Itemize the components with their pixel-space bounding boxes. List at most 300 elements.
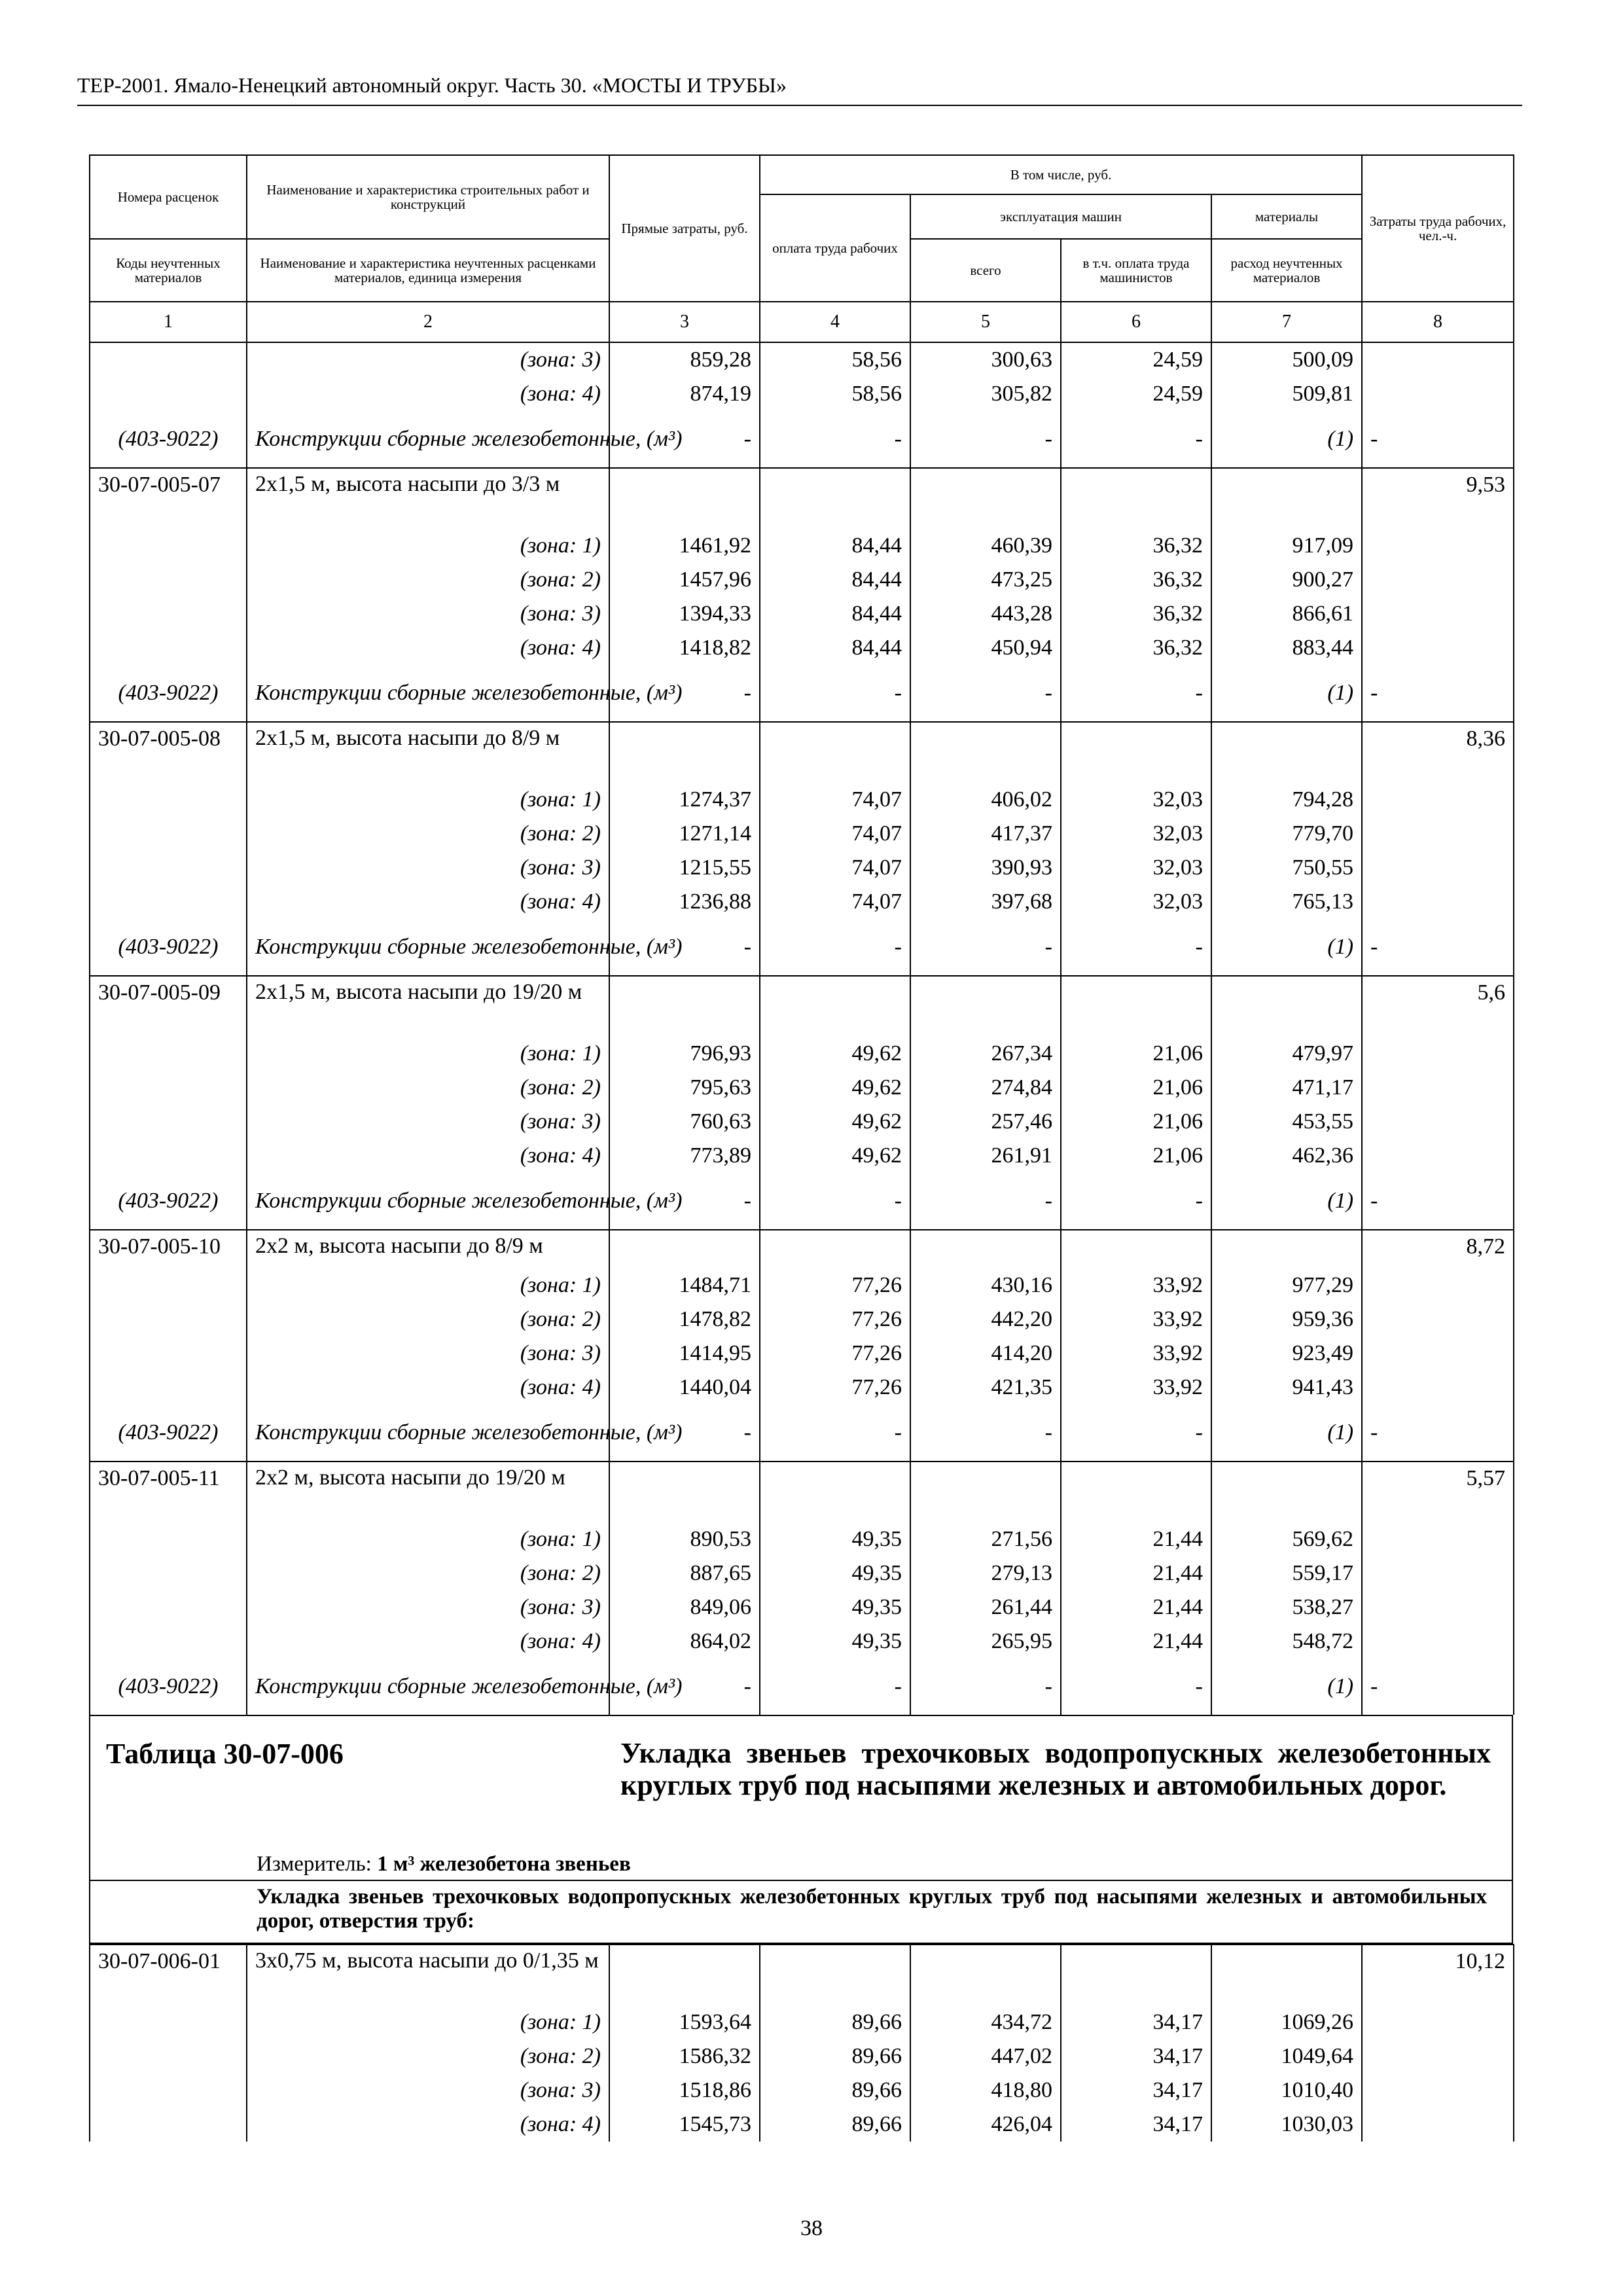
materials-value: 509,81 — [1211, 377, 1362, 411]
machines-total-value: 300,63 — [910, 342, 1061, 377]
zone-label: (зона: 1) — [247, 529, 609, 563]
labor-empty-cell — [1362, 817, 1514, 851]
material-code: (403-9022) — [90, 1659, 247, 1715]
direct-costs-value: 1414,95 — [609, 1336, 760, 1371]
zone-label: (зона: 3) — [247, 1590, 609, 1624]
machines-total-value: 257,46 — [910, 1105, 1061, 1139]
operator-pay-value: 33,92 — [1061, 1336, 1211, 1371]
materials-value: 1069,26 — [1211, 2005, 1362, 2039]
zone-row-code-cell — [90, 2039, 247, 2073]
labor-empty-cell — [1362, 1268, 1514, 1302]
material-description: Конструкции сборные железобетонные, (м³) — [247, 919, 609, 976]
zone-label: (зона: 3) — [247, 597, 609, 631]
direct-costs-value: 1484,71 — [609, 1268, 760, 1302]
machines-total-value: 274,84 — [910, 1071, 1061, 1105]
materials-value: 500,09 — [1211, 342, 1362, 377]
material-row — [90, 411, 1514, 468]
labor-empty-cell — [1362, 2039, 1514, 2073]
direct-costs-value: 1478,82 — [609, 1302, 760, 1336]
worker-pay-value: 77,26 — [760, 1336, 910, 1371]
worker-pay-value: 89,66 — [760, 2073, 910, 2108]
operator-pay-value: 21,44 — [1061, 1556, 1211, 1590]
zone-row-code-cell — [90, 1268, 247, 1302]
worker-pay-value: 74,07 — [760, 851, 910, 885]
zone-row-code-cell — [90, 342, 247, 377]
material-operator-dash: - — [1061, 919, 1211, 976]
material-machines-dash: - — [910, 665, 1061, 722]
material-description: Конструкции сборные железобетонные, (м³) — [247, 1173, 609, 1230]
direct-costs-value: 795,63 — [609, 1071, 760, 1105]
page-number: 38 — [800, 2216, 823, 2240]
labor-empty-cell — [1362, 1371, 1514, 1405]
zone-label: (зона: 1) — [247, 2005, 609, 2039]
operator-pay-value: 32,03 — [1061, 851, 1211, 885]
rates-table — [89, 154, 1514, 1715]
operator-pay-value: 33,92 — [1061, 1371, 1211, 1405]
labor-empty-cell — [1362, 1037, 1514, 1071]
zone-row-code-cell — [90, 783, 247, 817]
worker-pay-value: 77,26 — [760, 1371, 910, 1405]
zone-row-code-cell — [90, 597, 247, 631]
material-quantity: (1) — [1211, 1659, 1362, 1715]
material-machines-dash: - — [910, 1659, 1061, 1715]
machines-total-value: 460,39 — [910, 529, 1061, 563]
machines-total-value: 430,16 — [910, 1268, 1061, 1302]
material-quantity: (1) — [1211, 919, 1362, 976]
zone-row-code-cell — [90, 1590, 247, 1624]
materials-value: 538,27 — [1211, 1590, 1362, 1624]
labor-cost-value: 5,6 — [1362, 976, 1514, 1037]
operator-pay-value: 33,92 — [1061, 1302, 1211, 1336]
direct-costs-value: 849,06 — [609, 1590, 760, 1624]
zone-row-code-cell — [90, 1624, 247, 1659]
material-operator-dash: - — [1061, 1173, 1211, 1230]
worker-pay-value: 84,44 — [760, 631, 910, 665]
zone-row — [90, 1590, 1514, 1624]
worker-pay-value: 49,62 — [760, 1139, 910, 1173]
zone-row-code-cell — [90, 1139, 247, 1173]
zone-row — [90, 1071, 1514, 1105]
operator-pay-value: 34,17 — [1061, 2108, 1211, 2142]
direct-costs-value: 796,93 — [609, 1037, 760, 1071]
direct-costs-value: 890,53 — [609, 1522, 760, 1556]
material-direct-dash: - — [609, 1405, 760, 1462]
material-row — [90, 665, 1514, 722]
zone-row — [90, 1105, 1514, 1139]
operator-pay-value: 34,17 — [1061, 2005, 1211, 2039]
col-num-8: 8 — [1362, 302, 1514, 342]
materials-value: 866,61 — [1211, 597, 1362, 631]
direct-costs-value: 874,19 — [609, 377, 760, 411]
material-code: (403-9022) — [90, 1405, 247, 1462]
material-labor-dash: - — [1362, 919, 1514, 976]
worker-pay-value: 74,07 — [760, 885, 910, 919]
direct-costs-value: 1545,73 — [609, 2108, 760, 2142]
empty-cell — [609, 976, 760, 1037]
zone-label: (зона: 2) — [247, 1302, 609, 1336]
empty-cell — [1061, 976, 1211, 1037]
labor-empty-cell — [1362, 2108, 1514, 2142]
machines-total-value: 271,56 — [910, 1522, 1061, 1556]
operator-pay-value: 21,06 — [1061, 1071, 1211, 1105]
worker-pay-value: 58,56 — [760, 377, 910, 411]
zone-label: (зона: 2) — [247, 563, 609, 597]
table-30-07-006-title-block — [89, 1715, 1513, 1880]
zone-label: (зона: 3) — [247, 851, 609, 885]
empty-cell — [760, 468, 910, 529]
material-worker-dash: - — [760, 919, 910, 976]
zone-row-code-cell — [90, 1302, 247, 1336]
machines-total-value: 414,20 — [910, 1336, 1061, 1371]
machines-total-value: 443,28 — [910, 597, 1061, 631]
machines-total-value: 406,02 — [910, 783, 1061, 817]
material-labor-dash: - — [1362, 1405, 1514, 1462]
col-header-unaccounted-materials: расход неучтенных материалов — [1211, 239, 1362, 302]
labor-empty-cell — [1362, 2005, 1514, 2039]
material-direct-dash: - — [609, 1173, 760, 1230]
col-num-6: 6 — [1061, 302, 1211, 342]
zone-row-code-cell — [90, 817, 247, 851]
zone-row-code-cell — [90, 563, 247, 597]
material-code: (403-9022) — [90, 665, 247, 722]
empty-cell — [910, 976, 1061, 1037]
materials-value: 548,72 — [1211, 1624, 1362, 1659]
zone-label: (зона: 4) — [247, 2108, 609, 2142]
machines-total-value: 397,68 — [910, 885, 1061, 919]
rate-title-row — [90, 1945, 1514, 2005]
machines-total-value: 426,04 — [910, 2108, 1061, 2142]
empty-cell — [1061, 1945, 1211, 2005]
zone-label: (зона: 2) — [247, 1556, 609, 1590]
zone-row-code-cell — [90, 631, 247, 665]
materials-value: 765,13 — [1211, 885, 1362, 919]
worker-pay-value: 84,44 — [760, 529, 910, 563]
labor-empty-cell — [1362, 597, 1514, 631]
direct-costs-value: 1274,37 — [609, 783, 760, 817]
labor-empty-cell — [1362, 851, 1514, 885]
worker-pay-value: 58,56 — [760, 342, 910, 377]
worker-pay-value: 89,66 — [760, 2005, 910, 2039]
section-description — [89, 1880, 1513, 1944]
worker-pay-value: 49,35 — [760, 1624, 910, 1659]
labor-empty-cell — [1362, 1105, 1514, 1139]
zone-label: (зона: 4) — [247, 1624, 609, 1659]
rate-code: 30-07-005-11 — [90, 1462, 247, 1522]
labor-empty-cell — [1362, 1590, 1514, 1624]
material-operator-dash: - — [1061, 1659, 1211, 1715]
empty-cell — [1211, 1945, 1362, 2005]
material-quantity: (1) — [1211, 411, 1362, 468]
empty-cell — [910, 722, 1061, 783]
worker-pay-value: 49,35 — [760, 1556, 910, 1590]
material-operator-dash: - — [1061, 665, 1211, 722]
empty-cell — [1211, 1230, 1362, 1268]
material-code: (403-9022) — [90, 919, 247, 976]
rate-description: 2х1,5 м, высота насыпи до 3/3 м — [247, 468, 609, 529]
operator-pay-value: 34,17 — [1061, 2073, 1211, 2108]
worker-pay-value: 89,66 — [760, 2039, 910, 2073]
col-num-5: 5 — [910, 302, 1061, 342]
labor-empty-cell — [1362, 783, 1514, 817]
direct-costs-value: 1457,96 — [609, 563, 760, 597]
material-worker-dash: - — [760, 1659, 910, 1715]
machines-total-value: 261,44 — [910, 1590, 1061, 1624]
operator-pay-value: 21,44 — [1061, 1522, 1211, 1556]
zone-label: (зона: 2) — [247, 2039, 609, 2073]
material-labor-dash: - — [1362, 1173, 1514, 1230]
zone-row-code-cell — [90, 2005, 247, 2039]
labor-empty-cell — [1362, 1302, 1514, 1336]
material-machines-dash: - — [910, 1405, 1061, 1462]
labor-empty-cell — [1362, 1336, 1514, 1371]
zone-label: (зона: 4) — [247, 1139, 609, 1173]
zone-row — [90, 1302, 1514, 1336]
direct-costs-value: 1586,32 — [609, 2039, 760, 2073]
col-header-worker-pay: оплата труда рабочих — [760, 194, 910, 302]
operator-pay-value: 36,32 — [1061, 597, 1211, 631]
zone-row — [90, 1139, 1514, 1173]
zone-label: (зона: 2) — [247, 817, 609, 851]
material-direct-dash: - — [609, 919, 760, 976]
col-header-materials: материалы — [1211, 194, 1362, 239]
material-worker-dash: - — [760, 665, 910, 722]
rate-title-row — [90, 722, 1514, 783]
worker-pay-value: 49,35 — [760, 1522, 910, 1556]
zone-row-code-cell — [90, 2108, 247, 2142]
operator-pay-value: 36,32 — [1061, 529, 1211, 563]
zone-row-code-cell — [90, 1556, 247, 1590]
col-header-direct-costs: Прямые затраты, руб. — [609, 155, 760, 302]
empty-cell — [1061, 1462, 1211, 1522]
empty-cell — [760, 1462, 910, 1522]
machines-total-value: 434,72 — [910, 2005, 1061, 2039]
empty-cell — [609, 722, 760, 783]
zone-label: (зона: 1) — [247, 1522, 609, 1556]
zone-row — [90, 377, 1514, 411]
labor-empty-cell — [1362, 377, 1514, 411]
zone-row-code-cell — [90, 2073, 247, 2108]
empty-cell — [760, 1230, 910, 1268]
rates-table-block — [89, 154, 1513, 2142]
materials-value: 1030,03 — [1211, 2108, 1362, 2142]
machines-total-value: 473,25 — [910, 563, 1061, 597]
material-labor-dash: - — [1362, 665, 1514, 722]
empty-cell — [910, 1462, 1061, 1522]
col-header-operator-pay: в т.ч. оплата труда машинистов — [1061, 239, 1211, 302]
direct-costs-value: 760,63 — [609, 1105, 760, 1139]
rate-code: 30-07-006-01 — [90, 1945, 247, 2005]
empty-cell — [910, 1945, 1061, 2005]
rate-code: 30-07-005-07 — [90, 468, 247, 529]
material-worker-dash: - — [760, 1173, 910, 1230]
zone-row-code-cell — [90, 377, 247, 411]
operator-pay-value: 21,06 — [1061, 1139, 1211, 1173]
zone-row-code-cell — [90, 1336, 247, 1371]
zone-row — [90, 1556, 1514, 1590]
material-description: Конструкции сборные железобетонные, (м³) — [247, 665, 609, 722]
materials-value: 750,55 — [1211, 851, 1362, 885]
zone-row — [90, 817, 1514, 851]
labor-cost-value: 8,72 — [1362, 1230, 1514, 1268]
col-header-material-codes: Коды неучтенных материалов — [90, 239, 247, 302]
machines-total-value: 417,37 — [910, 817, 1061, 851]
col-num-2: 2 — [247, 302, 609, 342]
materials-value: 559,17 — [1211, 1556, 1362, 1590]
labor-empty-cell — [1362, 885, 1514, 919]
material-direct-dash: - — [609, 665, 760, 722]
empty-cell — [1061, 468, 1211, 529]
operator-pay-value: 21,06 — [1061, 1105, 1211, 1139]
materials-value: 453,55 — [1211, 1105, 1362, 1139]
direct-costs-value: 887,65 — [609, 1556, 760, 1590]
empty-cell — [760, 976, 910, 1037]
zone-label: (зона: 2) — [247, 1071, 609, 1105]
empty-cell — [609, 1230, 760, 1268]
labor-cost-value: 10,12 — [1362, 1945, 1514, 2005]
material-labor-dash: - — [1362, 411, 1514, 468]
rate-title-row — [90, 468, 1514, 529]
zone-row — [90, 597, 1514, 631]
empty-cell — [1061, 1230, 1211, 1268]
zone-label: (зона: 3) — [247, 1105, 609, 1139]
zone-label: (зона: 1) — [247, 783, 609, 817]
zone-row — [90, 2073, 1514, 2108]
col-header-work-name: Наименование и характеристика строительных работ и конструкций — [247, 155, 609, 239]
zone-row — [90, 2039, 1514, 2073]
labor-empty-cell — [1362, 1139, 1514, 1173]
rate-description: 2х1,5 м, высота насыпи до 19/20 м — [247, 976, 609, 1037]
worker-pay-value: 49,62 — [760, 1105, 910, 1139]
zone-row — [90, 529, 1514, 563]
material-labor-dash: - — [1362, 1659, 1514, 1715]
material-direct-dash: - — [609, 1659, 760, 1715]
materials-value: 779,70 — [1211, 817, 1362, 851]
empty-cell — [1211, 1462, 1362, 1522]
empty-cell — [760, 722, 910, 783]
machines-total-value: 267,34 — [910, 1037, 1061, 1071]
zone-row — [90, 1268, 1514, 1302]
worker-pay-value: 49,62 — [760, 1037, 910, 1071]
material-operator-dash: - — [1061, 411, 1211, 468]
zone-row-code-cell — [90, 885, 247, 919]
rates-table-2 — [89, 1944, 1514, 2142]
meter-label: Измеритель: — [257, 1852, 372, 1876]
operator-pay-value: 21,44 — [1061, 1624, 1211, 1659]
operator-pay-value: 34,17 — [1061, 2039, 1211, 2073]
direct-costs-value: 1593,64 — [609, 2005, 760, 2039]
table-meter — [257, 1852, 631, 1876]
col-header-rate-numbers: Номера расценок — [90, 155, 247, 239]
machines-total-value: 390,93 — [910, 851, 1061, 885]
direct-costs-value: 1461,92 — [609, 529, 760, 563]
materials-value: 917,09 — [1211, 529, 1362, 563]
zone-row-code-cell — [90, 529, 247, 563]
worker-pay-value: 89,66 — [760, 2108, 910, 2142]
materials-value: 959,36 — [1211, 1302, 1362, 1336]
machines-total-value: 421,35 — [910, 1371, 1061, 1405]
operator-pay-value: 32,03 — [1061, 885, 1211, 919]
col-header-material-names: Наименование и характеристика неучтенных расценками материалов, единица измерения — [247, 239, 609, 302]
col-header-labor: Затраты труда рабочих, чел.-ч. — [1362, 155, 1514, 302]
zone-row — [90, 2108, 1514, 2142]
labor-empty-cell — [1362, 1071, 1514, 1105]
labor-cost-value: 9,53 — [1362, 468, 1514, 529]
materials-value: 794,28 — [1211, 783, 1362, 817]
materials-value: 1010,40 — [1211, 2073, 1362, 2108]
zone-row-code-cell — [90, 1105, 247, 1139]
labor-empty-cell — [1362, 563, 1514, 597]
empty-cell — [1061, 722, 1211, 783]
operator-pay-value: 32,03 — [1061, 817, 1211, 851]
operator-pay-value: 21,06 — [1061, 1037, 1211, 1071]
labor-cost-value: 5,57 — [1362, 1462, 1514, 1522]
zone-label: (зона: 3) — [247, 342, 609, 377]
header-rule — [77, 105, 1522, 106]
empty-cell — [609, 1945, 760, 2005]
material-code: (403-9022) — [90, 411, 247, 468]
machines-total-value: 442,20 — [910, 1302, 1061, 1336]
labor-empty-cell — [1362, 529, 1514, 563]
rate-code: 30-07-005-09 — [90, 976, 247, 1037]
worker-pay-value: 74,07 — [760, 783, 910, 817]
zone-label: (зона: 4) — [247, 631, 609, 665]
col-header-machines: эксплуатация машин — [910, 194, 1211, 239]
zone-row — [90, 342, 1514, 377]
zone-row — [90, 1037, 1514, 1071]
machines-total-value: 305,82 — [910, 377, 1061, 411]
direct-costs-value: 864,02 — [609, 1624, 760, 1659]
zone-row-code-cell — [90, 851, 247, 885]
direct-costs-value: 1518,86 — [609, 2073, 760, 2108]
zone-row — [90, 783, 1514, 817]
labor-empty-cell — [1362, 631, 1514, 665]
zone-row — [90, 1624, 1514, 1659]
zone-row-code-cell — [90, 1522, 247, 1556]
zone-row — [90, 563, 1514, 597]
empty-cell — [1211, 976, 1362, 1037]
machines-total-value: 279,13 — [910, 1556, 1061, 1590]
labor-empty-cell — [1362, 1624, 1514, 1659]
materials-value: 479,97 — [1211, 1037, 1362, 1071]
zone-row — [90, 2005, 1514, 2039]
zone-row — [90, 631, 1514, 665]
col-num-1: 1 — [90, 302, 247, 342]
operator-pay-value: 24,59 — [1061, 342, 1211, 377]
worker-pay-value: 84,44 — [760, 597, 910, 631]
table-name: Укладка звеньев трехочковых водопропускных железобетонных круглых труб под насыпями железных и автомобильных дорог. — [620, 1737, 1491, 1802]
materials-value: 462,36 — [1211, 1139, 1362, 1173]
operator-pay-value: 24,59 — [1061, 377, 1211, 411]
empty-cell — [1211, 468, 1362, 529]
rate-description: 2х2 м, высота насыпи до 19/20 м — [247, 1462, 609, 1522]
material-quantity: (1) — [1211, 665, 1362, 722]
material-quantity: (1) — [1211, 1173, 1362, 1230]
material-operator-dash: - — [1061, 1405, 1211, 1462]
rate-code: 30-07-005-10 — [90, 1230, 247, 1268]
rate-title-row — [90, 1462, 1514, 1522]
col-num-3: 3 — [609, 302, 760, 342]
material-machines-dash: - — [910, 411, 1061, 468]
operator-pay-value: 33,92 — [1061, 1268, 1211, 1302]
machines-total-value: 418,80 — [910, 2073, 1061, 2108]
materials-value: 923,49 — [1211, 1336, 1362, 1371]
worker-pay-value: 77,26 — [760, 1302, 910, 1336]
zone-row-code-cell — [90, 1037, 247, 1071]
materials-value: 883,44 — [1211, 631, 1362, 665]
rate-description: 2х1,5 м, высота насыпи до 8/9 м — [247, 722, 609, 783]
materials-value: 941,43 — [1211, 1371, 1362, 1405]
materials-value: 569,62 — [1211, 1522, 1362, 1556]
